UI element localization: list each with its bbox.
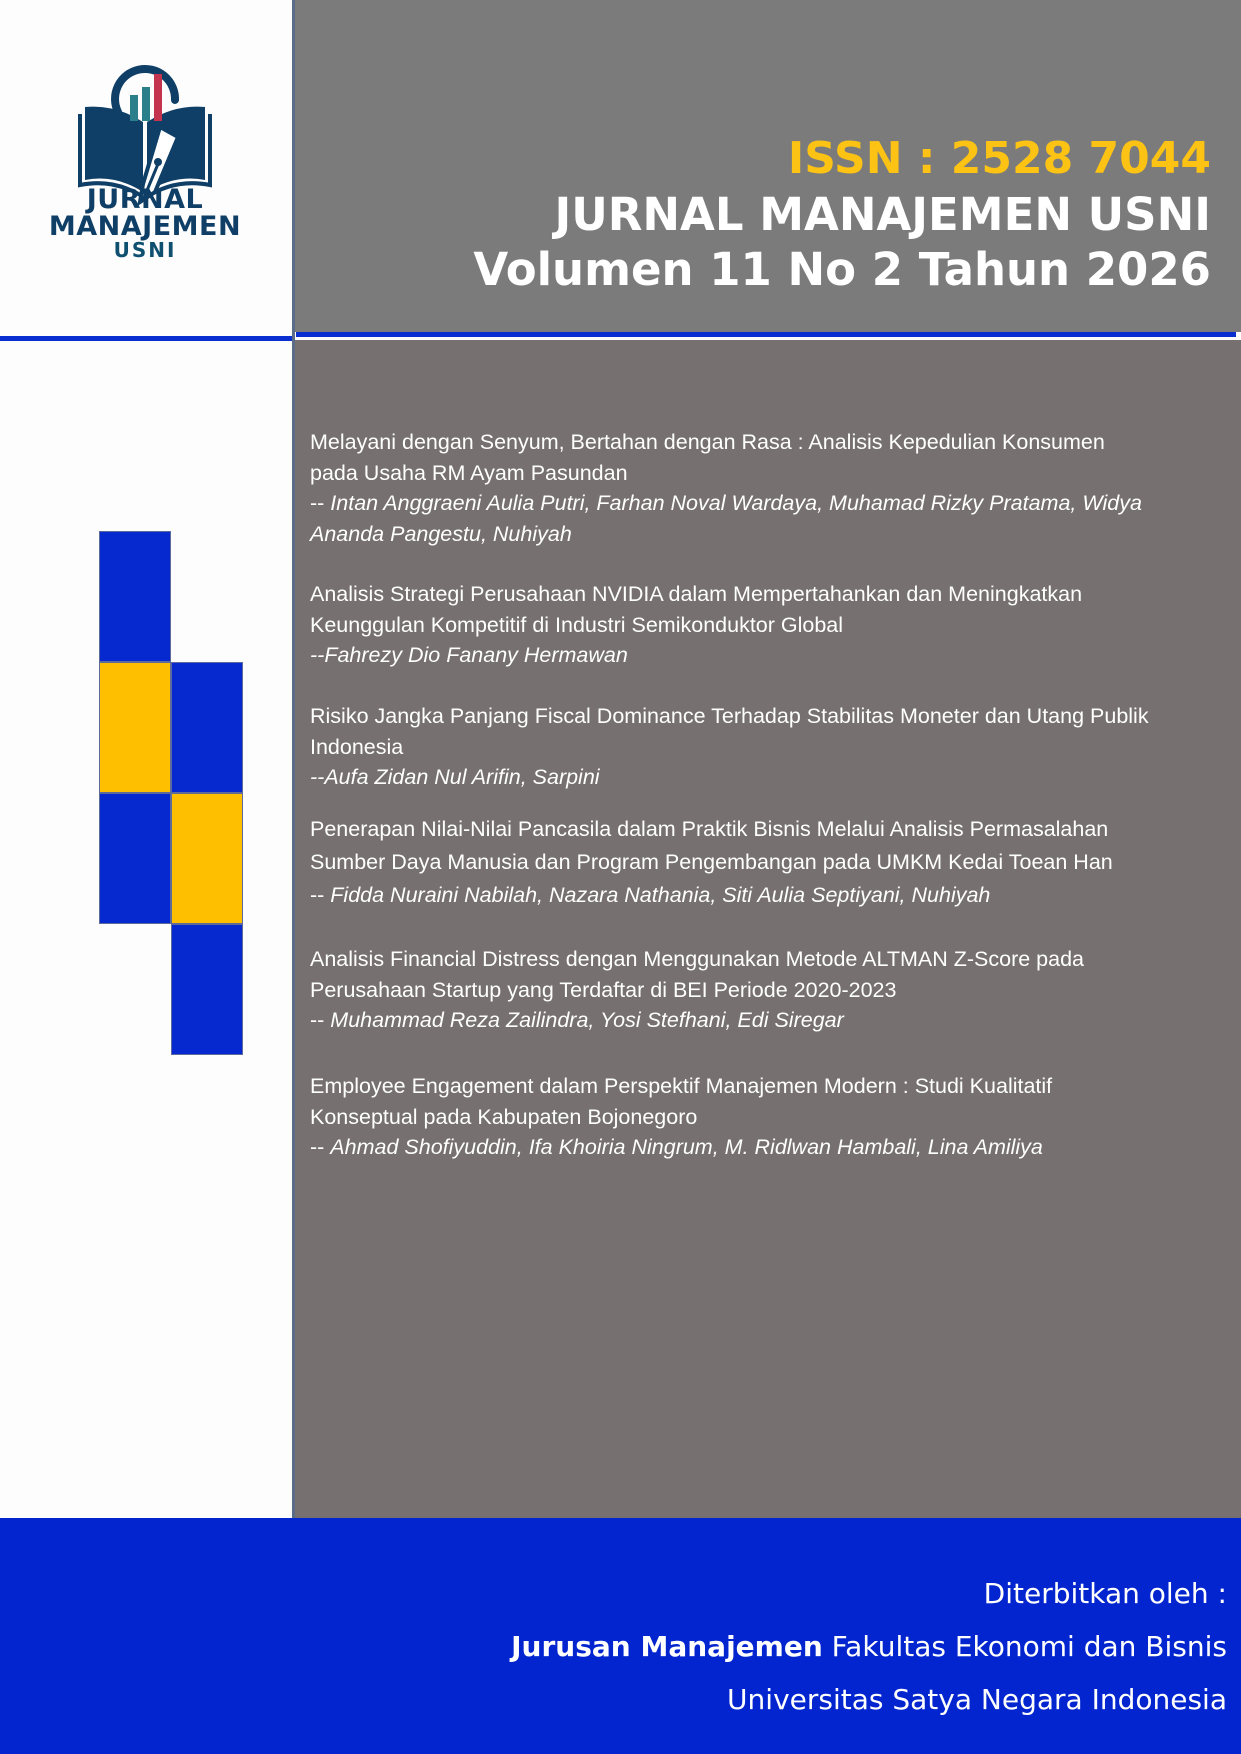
- article-5: [310, 944, 1210, 1036]
- author-line: Muhammad Reza Zailindra, Yosi Stefhani, Edi Siregar: [330, 1008, 844, 1032]
- article-authors: [310, 879, 1210, 912]
- article-2: [310, 579, 1210, 671]
- decor-block-blue: [171, 924, 243, 1055]
- volume-info: Volumen 11 No 2 Tahun 2026: [473, 243, 1211, 296]
- authors-prefix: --: [310, 883, 331, 907]
- authors-prefix: --: [310, 491, 331, 515]
- article-title-line: Konseptual pada Kabupaten Bojonegoro: [310, 1104, 698, 1129]
- column-divider: [292, 0, 295, 1518]
- article-title-line: pada Usaha RM Ayam Pasundan: [310, 460, 628, 485]
- logo-text-line2: MANAJEMEN: [48, 211, 242, 242]
- decor-block-yellow: [99, 662, 171, 793]
- article-title-line: Employee Engagement dalam Perspektif Manajemen Modern : Studi Kualitatif: [310, 1074, 1053, 1098]
- article-6: [310, 1071, 1210, 1163]
- article-title-line: Indonesia: [310, 734, 404, 759]
- article-authors: [310, 488, 1210, 519]
- article-1: [310, 427, 1210, 549]
- university-name: Universitas Satya Negara Indonesia: [727, 1683, 1227, 1716]
- author-line: Ahmad Shofiyuddin, Ifa Khoiria Ningrum, M. Ridlwan Hambali, Lina Amiliya: [330, 1135, 1043, 1159]
- article-title-line: Sumber Daya Manusia dan Program Pengembangan pada UMKM Kedai Toean Han: [310, 850, 1113, 874]
- article-3: [310, 701, 1210, 793]
- article-title-line: Perusahaan Startup yang Terdaftar di BEI Periode 2020-2023: [310, 977, 897, 1002]
- article-title-line: Risiko Jangka Panjang Fiscal Dominance Terhadap Stabilitas Moneter dan Utang Publik: [310, 704, 1149, 728]
- author-line: --Aufa Zidan Nul Arifin, Sarpini: [310, 765, 600, 789]
- article-title-line: Melayani dengan Senyum, Bertahan dengan Rasa : Analisis Kepedulian Konsumen: [310, 430, 1105, 454]
- article-authors: [310, 1132, 1210, 1163]
- journal-title: JURNAL MANAJEMEN USNI: [554, 188, 1211, 241]
- header-blue-rule: [296, 332, 1236, 337]
- author-line: Fidda Nuraini Nabilah, Nazara Nathania, Siti Aulia Septiyani, Nuhiyah: [330, 883, 991, 907]
- article-title-line: Keunggulan Kompetitif di Industri Semikonduktor Global: [310, 612, 844, 637]
- left-blue-rule: [0, 336, 294, 341]
- issn-number: ISSN : 2528 7044: [787, 133, 1211, 184]
- article-title-line: Penerapan Nilai-Nilai Pancasila dalam Praktik Bisnis Melalui Analisis Permasalahan: [310, 817, 1109, 841]
- author-line: --Fahrezy Dio Fanany Hermawan: [310, 643, 628, 667]
- published-by-label: Diterbitkan oleh :: [983, 1577, 1227, 1610]
- faculty-name: Fakultas Ekonomi dan Bisnis: [822, 1630, 1227, 1663]
- decor-block-blue: [99, 793, 171, 924]
- author-line: Ananda Pangestu, Nuhiyah: [310, 521, 572, 546]
- department-faculty: [511, 1630, 1227, 1663]
- decor-block-blue: [171, 662, 243, 793]
- authors-prefix: --: [310, 1135, 331, 1159]
- decor-block-yellow: [171, 793, 243, 924]
- logo-text-line3: USNI: [113, 238, 177, 262]
- article-title-line: Analisis Financial Distress dengan Menggunakan Metode ALTMAN Z-Score pada: [310, 947, 1084, 971]
- article-authors: [310, 1005, 1210, 1036]
- article-4: [310, 813, 1210, 912]
- department-name: Jurusan Manajemen: [511, 1630, 823, 1663]
- decor-block-blue: [99, 531, 171, 662]
- article-title-line: Analisis Strategi Perusahaan NVIDIA dalam Mempertahankan dan Meningkatkan: [310, 582, 1083, 606]
- author-line: Intan Anggraeni Aulia Putri, Farhan Noval Wardaya, Muhamad Rizky Pratama, Widya: [330, 491, 1142, 515]
- authors-prefix: --: [310, 1008, 331, 1032]
- logo-text-line1: JURNAL: [86, 184, 204, 215]
